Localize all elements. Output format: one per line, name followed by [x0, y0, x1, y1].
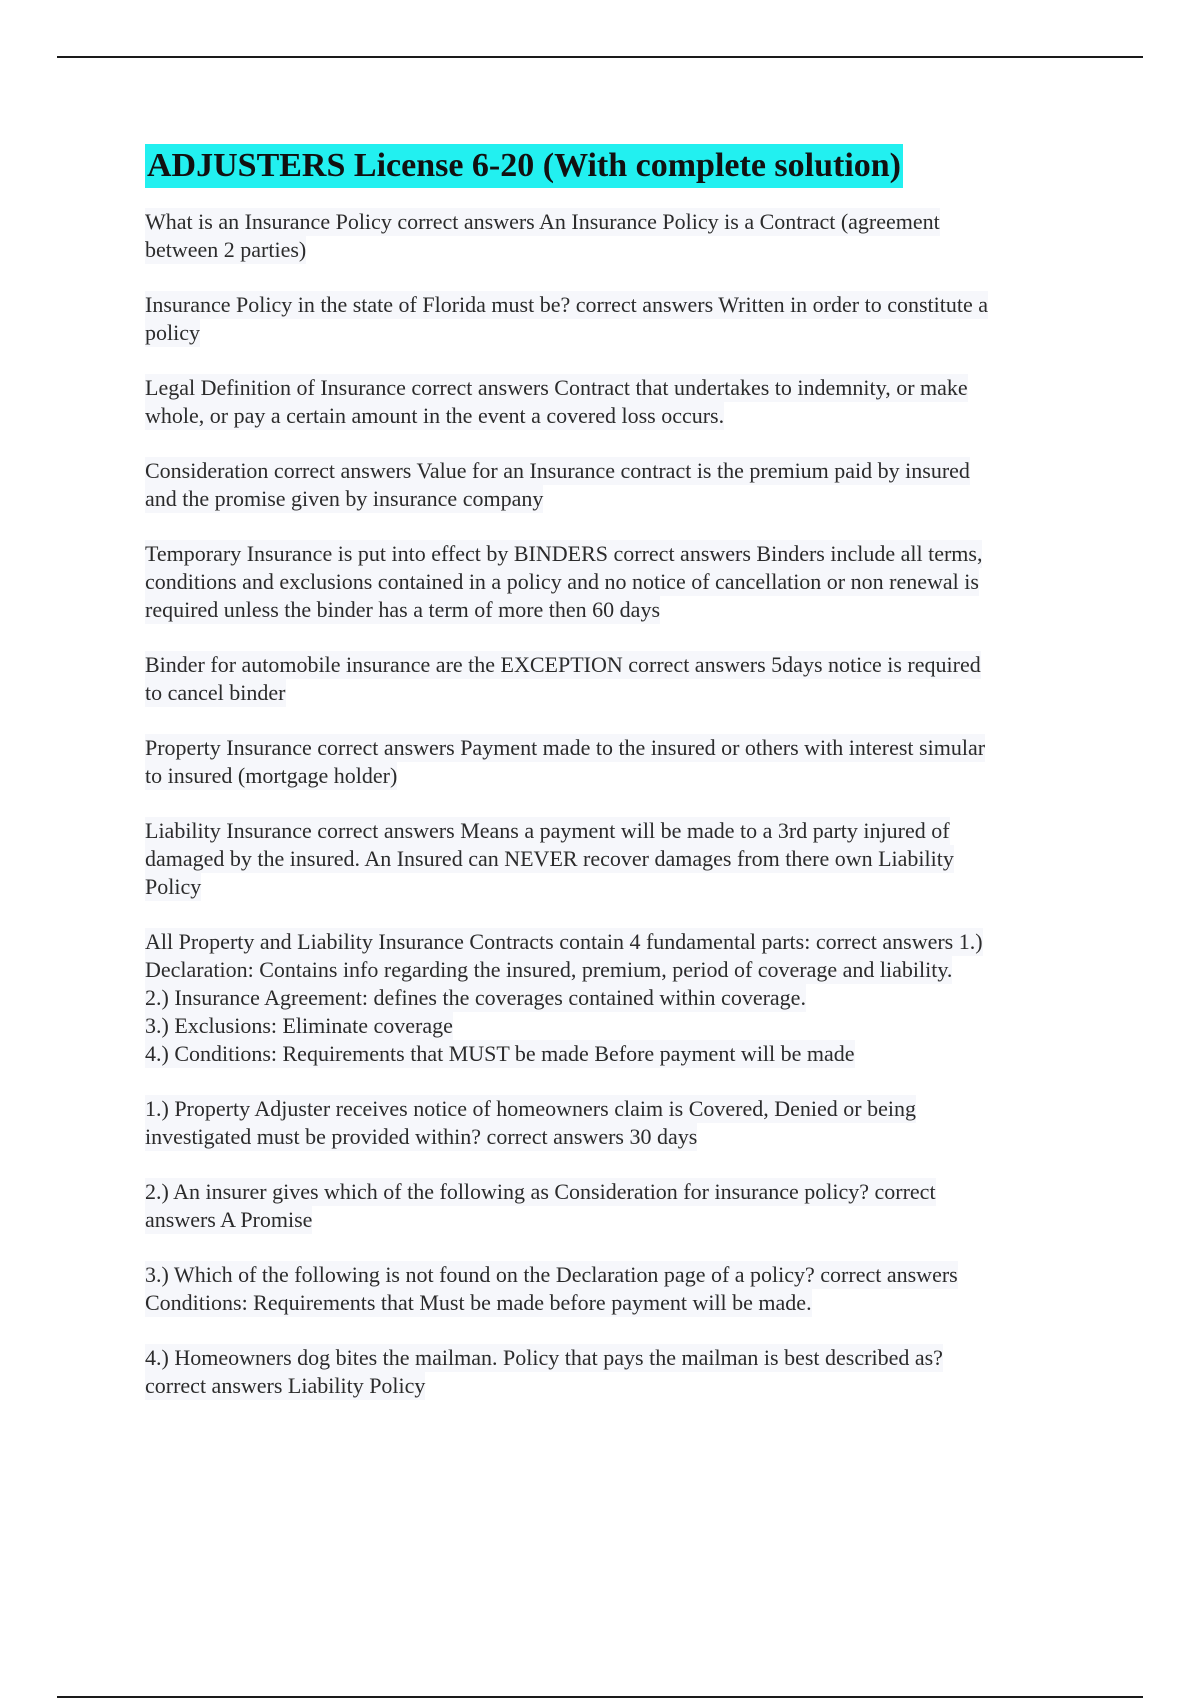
qa-item	[145, 734, 1080, 790]
qa-item	[145, 291, 1080, 347]
qa-line: Insurance Policy in the state of Florida must be? correct answers Written in order to constitute a	[145, 292, 989, 317]
qa-item	[145, 374, 1080, 430]
qa-line: damaged by the insured. An Insured can NEVER recover damages from there own Liability	[145, 846, 954, 871]
qa-line: to insured (mortgage holder)	[145, 763, 398, 788]
qa-item	[145, 928, 1080, 1068]
qa-line: 2.) Insurance Agreement: defines the coverages contained within coverage.	[145, 985, 806, 1010]
qa-line: 3.) Which of the following is not found on the Declaration page of a policy? correct answers	[145, 1262, 958, 1287]
header-rule	[57, 56, 1143, 58]
qa-line: required unless the binder has a term of more then 60 days	[145, 597, 661, 622]
qa-list	[145, 208, 1080, 1400]
qa-line: Legal Definition of Insurance correct answers Contract that undertakes to indemnity, or make	[145, 375, 968, 400]
qa-line: 1.) Property Adjuster receives notice of homeowners claim is Covered, Denied or being	[145, 1096, 916, 1121]
document-title: ADJUSTERS License 6-20 (With complete solution)	[145, 144, 903, 188]
qa-line: to cancel binder	[145, 680, 286, 705]
qa-line: answers A Promise	[145, 1207, 313, 1232]
qa-line: conditions and exclusions contained in a policy and no notice of cancellation or non renewal is	[145, 569, 979, 594]
qa-line: Liability Insurance correct answers Means a payment will be made to a 3rd party injured of	[145, 818, 950, 843]
qa-line: All Property and Liability Insurance Contracts contain 4 fundamental parts: correct answers 1.)	[145, 929, 983, 954]
qa-line: 3.) Exclusions: Eliminate coverage	[145, 1013, 453, 1038]
document-body	[145, 144, 1080, 1427]
qa-line: Consideration correct answers Value for an Insurance contract is the premium paid by insured	[145, 458, 970, 483]
qa-item	[145, 651, 1080, 707]
qa-line: Declaration: Contains info regarding the insured, premium, period of coverage and liability.	[145, 957, 953, 982]
qa-line: investigated must be provided within? correct answers 30 days	[145, 1124, 698, 1149]
qa-line: Temporary Insurance is put into effect by BINDERS correct answers Binders include all terms,	[145, 541, 983, 566]
qa-line: Policy	[145, 874, 202, 899]
qa-line: 4.) Homeowners dog bites the mailman. Policy that pays the mailman is best described as?	[145, 1345, 943, 1370]
qa-item	[145, 1178, 1080, 1234]
qa-line: Binder for automobile insurance are the EXCEPTION correct answers 5days notice is required	[145, 652, 981, 677]
qa-item	[145, 208, 1080, 264]
qa-item	[145, 457, 1080, 513]
qa-line: What is an Insurance Policy correct answers An Insurance Policy is a Contract (agreement	[145, 209, 940, 234]
qa-line: Property Insurance correct answers Payment made to the insured or others with interest simular	[145, 735, 986, 760]
qa-item	[145, 540, 1080, 624]
qa-line: and the promise given by insurance company	[145, 486, 544, 511]
qa-item	[145, 817, 1080, 901]
qa-line: 4.) Conditions: Requirements that MUST be made Before payment will be made	[145, 1041, 855, 1066]
qa-item	[145, 1344, 1080, 1400]
qa-line: correct answers Liability Policy	[145, 1373, 426, 1398]
footer-rule	[57, 1696, 1143, 1698]
qa-item	[145, 1261, 1080, 1317]
qa-line: Conditions: Requirements that Must be made before payment will be made.	[145, 1290, 812, 1315]
qa-line: 2.) An insurer gives which of the following as Consideration for insurance policy? correct	[145, 1179, 936, 1204]
qa-line: between 2 parties)	[145, 237, 307, 262]
qa-line: policy	[145, 320, 200, 345]
qa-item	[145, 1095, 1080, 1151]
qa-line: whole, or pay a certain amount in the event a covered loss occurs.	[145, 403, 725, 428]
